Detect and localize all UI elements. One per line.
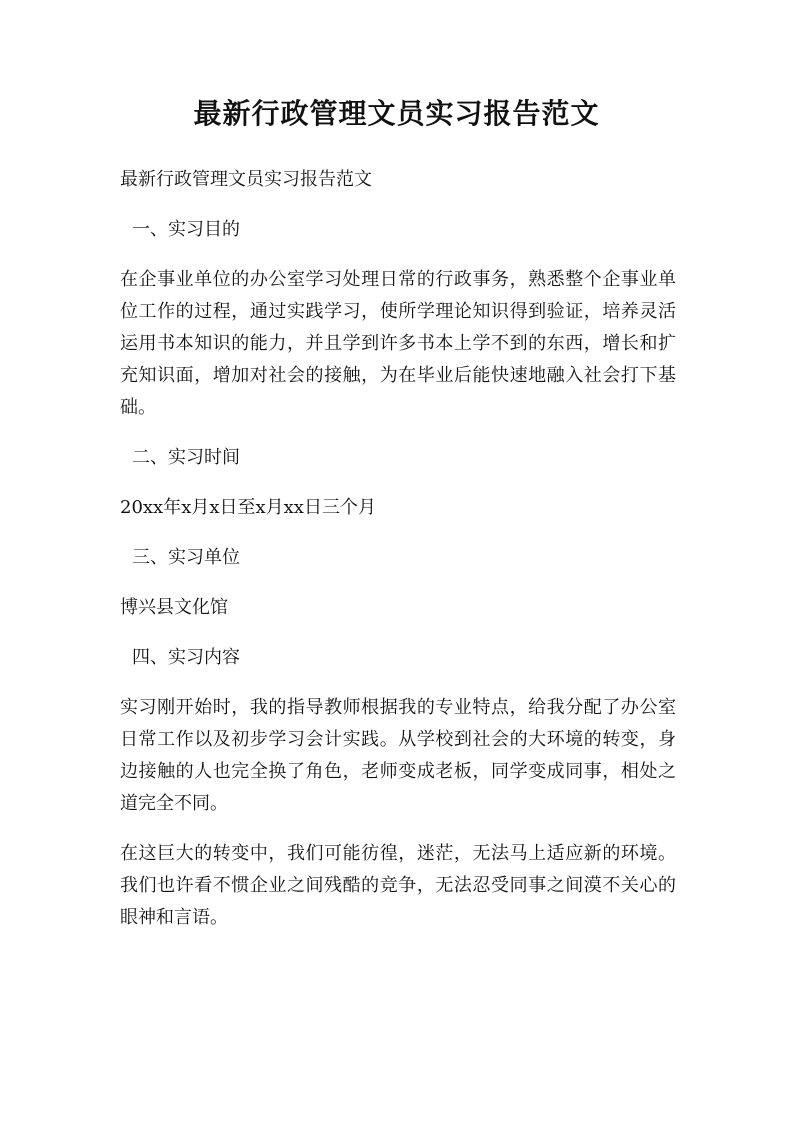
section-text-time: 20xx年x月x日至x月xx日三个月 — [120, 497, 376, 518]
section-text-unit: 博兴县文化馆 — [120, 597, 228, 618]
section-heading-purpose: 一、实习目的 — [132, 219, 240, 240]
section-text-purpose: 在企事业单位的办公室学习处理日常的行政事务，熟悉整个企事业单位工作的过程，通过实践学习，使所学理论知识得到验证，培养灵活运用书本知识的能力，并且学到许多书本上学不到的东西，增长和扩充知识面，增加对社会的接触，为在毕业后能快速地融入社会打下基础。 — [120, 269, 676, 418]
section-heading-content: 四、实习内容 — [132, 647, 240, 668]
document-subtitle: 最新行政管理文员实习报告范文 — [120, 169, 372, 190]
section-heading-unit: 三、实习单位 — [132, 547, 240, 568]
section-paragraph: 实习刚开始时，我的指导教师根据我的专业特点，给我分配了办公室日常工作以及初步学习会计实践。从学校到社会的大环境的转变，身边接触的人也完全换了角色，老师变成老板，同学变成同事，相处之道完全不同。 — [120, 697, 676, 814]
document-title: 最新行政管理文员实习报告范文 — [193, 97, 600, 130]
document-body — [120, 164, 676, 952]
section-heading-time: 二、实习时间 — [132, 447, 240, 468]
section-paragraph: 在这巨大的转变中，我们可能彷徨，迷茫，无法马上适应新的环境。我们也许看不惯企业之间残酷的竞争，无法忍受同事之间漠不关心的眼神和言语。 — [120, 843, 676, 928]
